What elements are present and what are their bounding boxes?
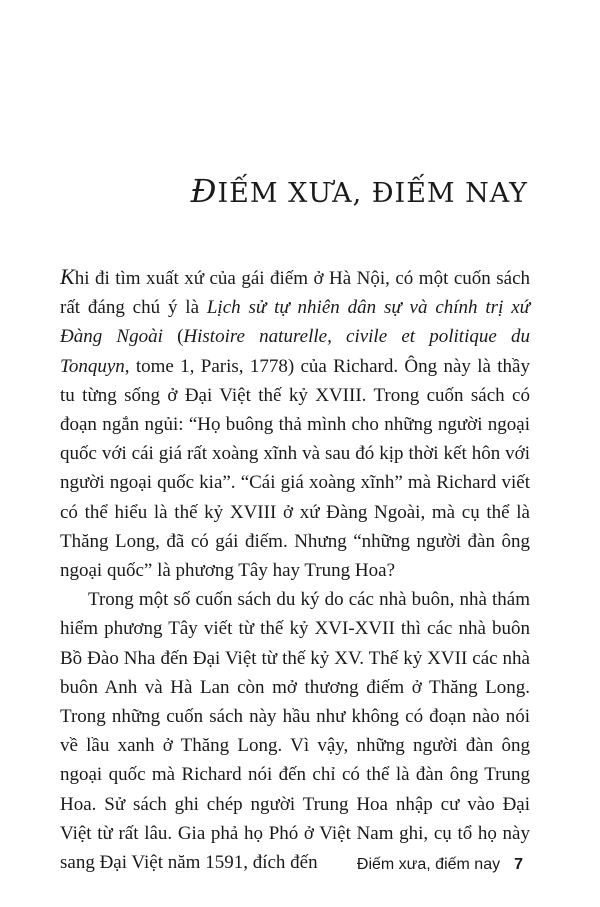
page-number: 7 xyxy=(514,856,523,873)
drop-cap: K xyxy=(60,264,75,289)
paragraph-1-text-b: ( xyxy=(162,326,184,348)
chapter-title xyxy=(191,172,528,210)
paragraph-1 xyxy=(60,262,530,585)
paragraph-1-text-c: , tome 1, Paris, 1778) của Richard. Ông này là thầy tu từng sống ở Đại Việt thế kỷ XVIII. Trong cuốn sách có đoạn ngắn ngủi: “Họ buông thả mình cho những người ngoại quốc với cái giá rất xoàng xĩnh và sau đó kịp thời kết hôn với người ngoại quốc kia”. “Cái giá xoàng xĩnh” mà Richard viết có thể hiểu là thế kỷ XVIII ở xứ Đàng Ngoài, mà cụ thể là Thăng Long, đã có gái điếm. Nhưng “những người đàn ông ngoại quốc” là phương Tây hay Trung Hoa? xyxy=(60,355,530,582)
book-title-french: Histoire naturelle, civile et politique du Tonquyn xyxy=(60,326,530,377)
paragraph-2: Trong một số cuốn sách du ký do các nhà buôn, nhà thám hiểm phương Tây viết từ thế kỷ XVI-XVII thì các nhà buôn Bồ Đào Nha đến Đại Việt từ thế kỷ XV. Thế kỷ XVII các nhà buôn Anh và Hà Lan còn mở thương điếm ở Thăng Long. Trong những cuốn sách này hầu như không có đoạn nào nói về lầu xanh ở Thăng Long. Vì vậy, những người đàn ông ngoại quốc mà Richard nói đến chỉ có thể là đàn ông Trung Hoa. Sử sách ghi chép người Trung Hoa nhập cư vào Đại Việt từ rất lâu. Gia phả họ Phó ở Việt Nam ghi, cụ tổ họ này sang Đại Việt năm 1591, đích đến xyxy=(60,589,530,874)
chapter-title-rest: IẾM XƯA, ĐIẾM NAY xyxy=(217,178,528,209)
paragraph-1-text-a: hi đi tìm xuất xứ của gái điếm ở Hà Nội, có một cuốn sách rất đáng chú ý là xyxy=(60,268,530,319)
page-footer xyxy=(357,856,523,874)
running-title: Điếm xưa, điếm nay xyxy=(356,856,501,873)
body-text xyxy=(60,262,530,877)
book-title-vietnamese: Lịch sử tự nhiên dân sự và chính trị xứ Đàng Ngoài xyxy=(60,297,530,348)
chapter-title-initial: Đ xyxy=(190,172,218,210)
